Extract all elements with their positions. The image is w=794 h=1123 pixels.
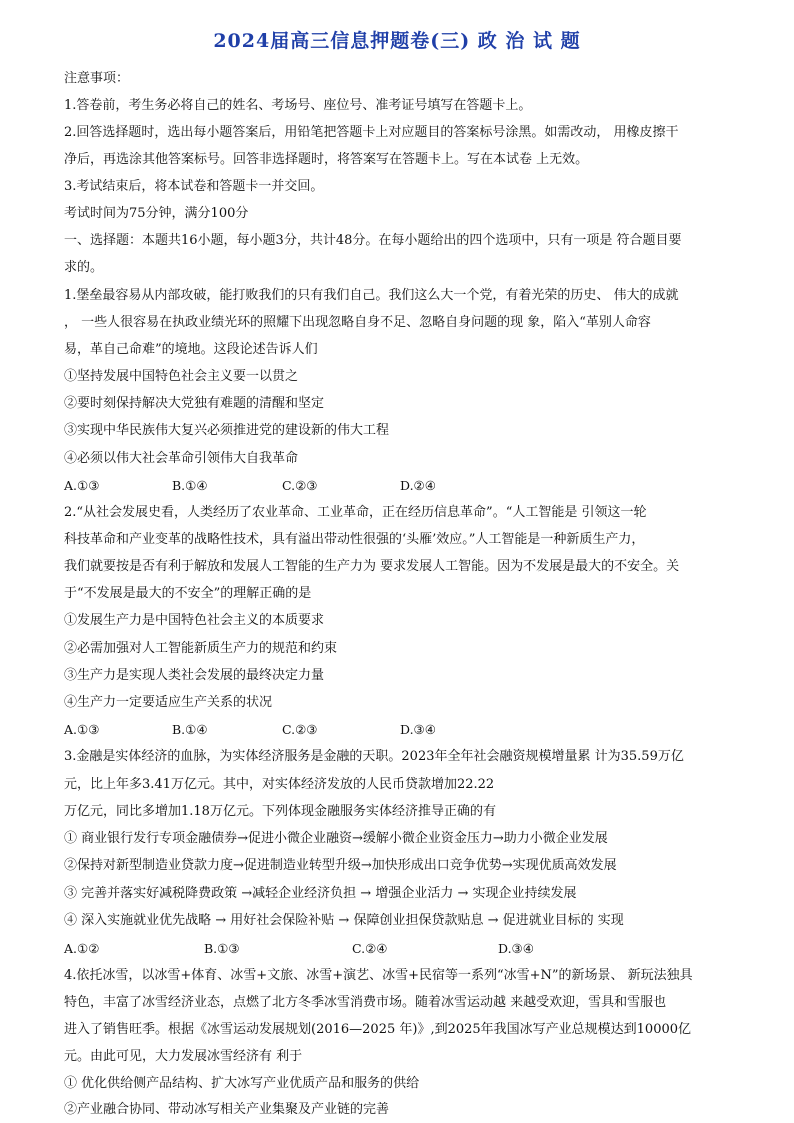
q1-options [64, 477, 436, 495]
q3-stem: 3.金融是实体经济的血脉，为实体经济服务是金融的天职。2023年全年社会融资规模增量累 计为35.59万亿 [64, 749, 684, 764]
q1-stem: 1.堡垒最容易从内部攻破，能打败我们的只有我们自己。我们这么大一个党，有着光荣的历史、 伟大的成就 [64, 288, 679, 303]
q2-stem: 我们就要按是否有利于解放和发展人工智能的生产力为 要求发展人工智能。因为不发展是最大的不安全。关 [64, 559, 680, 574]
q1-statement: ②要时刻保持解决大党独有难题的清醒和坚定 [64, 396, 325, 411]
q3-options [64, 940, 534, 958]
q2-statement: ①发展生产力是中国特色社会主义的本质要求 [64, 613, 325, 628]
q3-stem: 元，比上年多3.41万亿元。其中，对实体经济发放的人民币贷款增加22.22 [64, 777, 495, 792]
q1-option-a: A.①③ [64, 478, 100, 493]
q1-option-b: B.①④ [172, 478, 208, 493]
q1-statement: ①坚持发展中国特色社会主义要一以贯之 [64, 369, 299, 384]
q4-stem: 特色，丰富了冰雪经济业态，点燃了北方冬季冰雪消费市场。随着冰雪运动越 来越受欢迎，雪具和雪服也 [64, 995, 667, 1010]
notice-item: 净后，再选涂其他答案标号。回答非选择题时，将答案写在答题卡上。写在本试卷 上无效。 [64, 152, 589, 167]
q2-option-c: C.②③ [282, 722, 318, 737]
q2-option-a: A.①③ [64, 722, 100, 737]
q4-stem: 进入了销售旺季。根据《冰雪运动发展规划(2016—2025 年)》,到2025年我国冰写产业总规模达到10000亿 [64, 1022, 692, 1037]
q2-stem: 2.“从社会发展史看，人类经历了农业革命、工业革命，正在经历信息革命”。“人工智能是 引领这一轮 [64, 505, 647, 520]
q3-stem: 万亿元，同比多增加1.18万亿元。下列体现金融服务实体经济推导正确的有 [64, 804, 496, 819]
q1-stem: 易，革自己命难”的境地。这段论述告诉人们 [64, 342, 318, 357]
section-heading: 一、选择题：本题共16小题，每小题3分，共计48分。在每小题给出的四个选项中，只有一项是 符合题目要 [64, 233, 682, 248]
q3-option-d: D.③④ [498, 941, 534, 956]
q3-option-b: B.①③ [204, 941, 240, 956]
q3-option-c: C.②④ [352, 941, 388, 956]
q3-statement: ① 商业银行发行专项金融债券→促进小微企业融资→缓解小微企业资金压力→助力小微企业发展 [64, 831, 608, 846]
q2-option-d: D.③④ [400, 722, 436, 737]
section-heading-cont: 求的。 [64, 260, 104, 275]
q2-statement: ②必需加强对人工智能新质生产力的规范和约束 [64, 641, 338, 656]
q2-statement: ④生产力一定要适应生产关系的状况 [64, 695, 273, 710]
q1-stem: ， 一些人很容易在执政业绩光环的照耀下出现忽略自身不足、忽略自身问题的现 象，陷入“革别人命容 [64, 315, 651, 330]
q3-statement: ②保持对新型制造业贷款力度→促进制造业转型升级→加快形成出口竞争优势→实现优质高效发展 [64, 858, 617, 873]
q3-option-a: A.①② [64, 941, 100, 956]
notice-heading: 注意事项： [64, 71, 130, 86]
q2-option-b: B.①④ [172, 722, 208, 737]
q4-stem: 4.依托冰雪，以冰雪+体育、冰雪+文旅、冰雪+演艺、冰雪+民宿等一系列“冰雪+N”的新场景、 新玩法独具 [64, 968, 693, 983]
q1-statement: ④必须以伟大社会革命引领伟大自我革命 [64, 451, 299, 466]
q1-option-d: D.②④ [400, 478, 436, 493]
q2-options [64, 721, 436, 739]
notice-item: 1.答卷前，考生务必将自己的姓名、考场号、座位号、准考证号填写在答题卡上。 [64, 98, 532, 113]
q3-statement: ③ 完善并落实好减税降费政策 →减轻企业经济负担 → 增强企业活力 → 实现企业持续发展 [64, 886, 577, 901]
q4-stem: 元。由此可见，大力发展冰雪经济有 利于 [64, 1049, 303, 1064]
q4-statement: ① 优化供给侧产品结构、扩大冰写产业优质产品和服务的供给 [64, 1076, 420, 1091]
q3-statement: ④ 深入实施就业优先战略 → 用好社会保险补贴 → 保障创业担保贷款贴息 → 促进就业目标的 实现 [64, 913, 624, 928]
exam-time-info: 考试时间为75分钟，满分100分 [64, 206, 249, 221]
exam-title: 2024届高三信息押题卷(三) 政 治 试 题 [213, 30, 581, 52]
q2-stem: 科技革命和产业变革的战略性技术，具有溢出带动性很强的‘头雁’效应。”人工智能是一种新质生产力， [64, 532, 645, 547]
q2-statement: ③生产力是实现人类社会发展的最终决定力量 [64, 668, 325, 683]
notice-item: 2.回答选择题时，选出每小题答案后，用铅笔把答题卡上对应题目的答案标号涂黑。如需改动， 用橡皮擦干 [64, 125, 679, 140]
q1-option-c: C.②③ [282, 478, 318, 493]
notice-item: 3.考试结束后，将本试卷和答题卡一并交回。 [64, 179, 324, 194]
q4-statement: ②产业融合协同、带动冰写相关产业集聚及产业链的完善 [64, 1102, 390, 1117]
q1-statement: ③实现中华民族伟大复兴必须推进党的建设新的伟大工程 [64, 423, 390, 438]
q2-stem: 于“不发展是最大的不安全”的理解正确的是 [64, 586, 312, 601]
